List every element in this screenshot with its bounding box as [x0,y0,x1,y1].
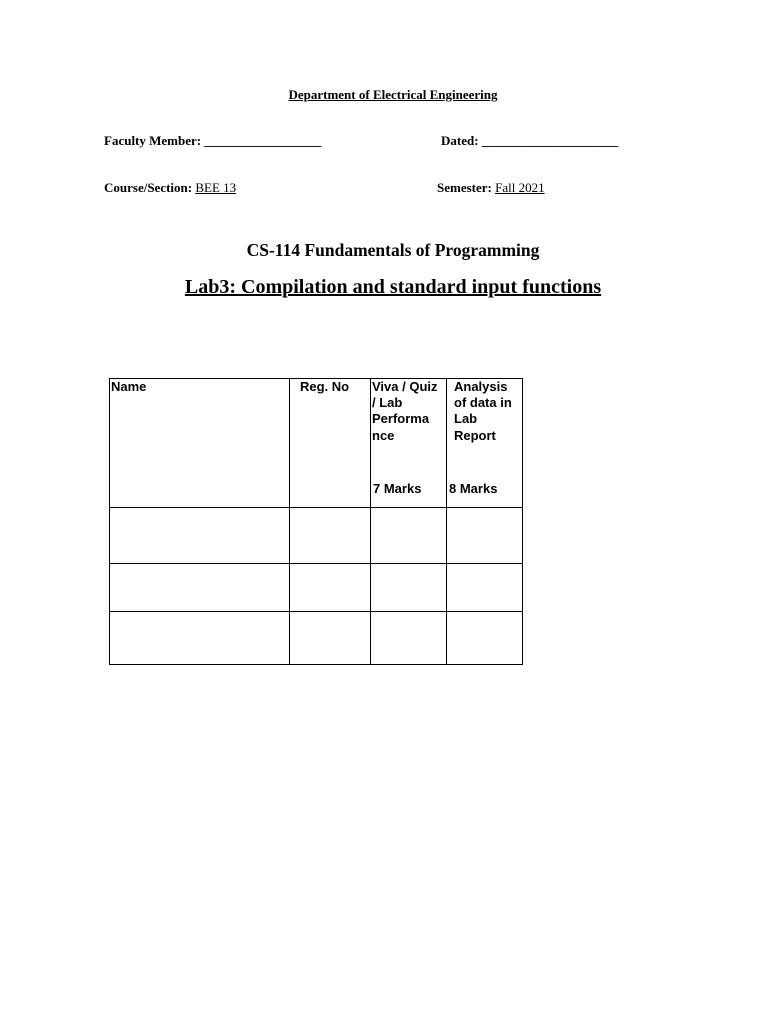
viva-cell[interactable] [371,612,447,665]
reg-no-cell[interactable] [290,508,371,564]
reg-no-header: Reg. No [300,379,350,394]
viva-cell[interactable] [371,564,447,612]
table-header-row [110,379,523,508]
dated-field: Dated: _____________________ [441,133,619,148]
department-heading: Department of Electrical Engineering [288,87,498,102]
table-row [110,508,523,564]
viva-header-cell [371,379,447,508]
reg-no-header-cell [290,379,371,508]
name-cell[interactable] [110,508,290,564]
reg-no-cell[interactable] [290,612,371,665]
course-section-label: Course/Section: [104,180,193,195]
table-row [110,612,523,665]
analysis-cell[interactable] [447,612,523,665]
semester-field [437,180,545,196]
course-title: CS-114 Fundamentals of Programming [246,240,540,260]
analysis-marks-label: 8 Marks [449,481,498,496]
marks-table [109,378,523,665]
name-cell[interactable] [110,612,290,665]
course-section-field [104,180,236,196]
analysis-cell[interactable] [447,564,523,612]
semester-label: Semester: [437,180,492,195]
analysis-header: Analysis of data in Lab Report [454,379,512,443]
faculty-member-field: Faculty Member: __________________ [104,133,322,148]
name-header-cell [110,379,290,508]
viva-marks-label: 7 Marks [373,481,422,496]
lab-title: Lab3: Compilation and standard input functions [184,276,602,298]
table-row [110,564,523,612]
semester-value: Fall 2021 [495,180,545,195]
viva-cell[interactable] [371,508,447,564]
analysis-header-cell [447,379,523,508]
viva-header: Viva / Quiz / Lab Performa nce [372,379,438,443]
analysis-cell[interactable] [447,508,523,564]
reg-no-cell[interactable] [290,564,371,612]
course-section-value: BEE 13 [195,180,237,195]
name-cell[interactable] [110,564,290,612]
name-header: Name [111,379,147,394]
